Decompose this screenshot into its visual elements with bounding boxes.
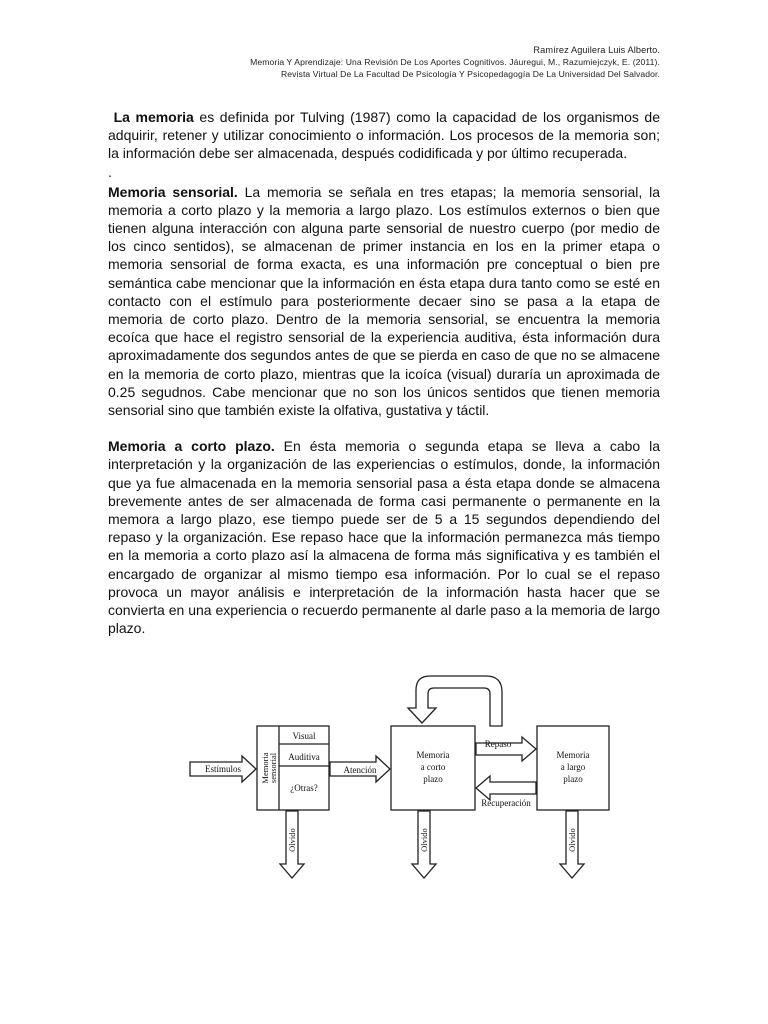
label-corto-3: plazo [423, 774, 443, 784]
header-author: Ramírez Aguilera Luis Alberto. [533, 45, 660, 55]
label-recuperacion: Recuperación [481, 798, 531, 808]
rehearsal-loop-arrow [408, 676, 502, 726]
label-corto-1: Memoria [416, 750, 450, 760]
label-visual: Visual [292, 731, 316, 741]
paragraph-text: es definida por Tulving (1987) como la capacidad de los organismos de adquirir, retener y utilizar conocimiento o información. Los procesos de la memoria son; la información debe ser almacenada, después codidificada y por último recuperada. [108, 109, 660, 162]
page-header [250, 44, 660, 80]
paragraph-sensorial [108, 183, 660, 420]
label-auditiva: Auditiva [288, 752, 320, 762]
paragraph-lead: Memoria sensorial. [108, 183, 238, 200]
label-otras: ¿Otras? [290, 783, 318, 793]
document-body [108, 108, 660, 655]
paragraph-corto-plazo [108, 437, 660, 637]
memory-model-diagram [180, 668, 610, 884]
label-estimulos: Estímulos [204, 764, 242, 774]
label-sensorial-1: Memoria [260, 752, 270, 784]
label-largo-3: plazo [563, 774, 583, 784]
label-corto-2: a corto [420, 762, 446, 772]
header-citation: Memoria Y Aprendizaje: Una Revisión De Los Aportes Cognitivos. Jáuregui, M., Razumiejczyk, E. (2011). [250, 57, 660, 67]
paragraph-memoria [108, 108, 660, 163]
separator-dot: . [108, 163, 112, 180]
label-olvido-long: Olvido [567, 828, 577, 852]
label-atencion: Atención [343, 765, 377, 775]
recuperacion-arrow [476, 776, 536, 800]
header-journal: Revista Virtual De La Facultad De Psicología Y Psicopedagogía De La Universidad Del Salvador. [280, 69, 660, 79]
label-largo-1: Memoria [556, 750, 590, 760]
label-largo-2: a largo [560, 762, 586, 772]
paragraph-text: La memoria se señala en tres etapas; la memoria sensorial, la memoria a corto plazo y la memoria a largo plazo. Los estímulos externos o bien que tienen alguna interacción con alguna parte sensorial de nuestro cuerpo (por medio de los cinco sentidos), se almacenan de primer instancia en los en la primer etapa o memoria sensorial de forma exacta, es una información pre conceptual o bien pre semántica cabe mencionar que la información en ésta etapa dura tanto como se esté en contacto con el estímulo para posteriormente decaer sino se pasa a la etapa de memoria de corto plazo. Dentro de la memoria sensorial, se encuentra la memoria ecoíca que hace el registro sensorial de la experiencia auditiva, ésta información dura aproximadamente dos segundos antes de que se pierda en caso de que no se almacene en la memoria de corto plazo, mientras que la icoíca (visual) duraría un aproximada de 0.25 segudnos. Cabe mencionar que no son los únicos sentidos que tienen memoria sensorial sino que también existe la olfativa, gustativa y táctil. [108, 183, 661, 419]
label-olvido-sensory: Olvido [287, 828, 297, 852]
paragraph-lead: Memoria a corto plazo. [108, 438, 275, 455]
paragraph-text: En ésta memoria o segunda etapa se lleva a cabo la interpretación y la organización de las experiencias o estímulos, donde, la información que ya fue almacenada en la memoria sensorial pasa a ésta etapa donde se almacena brevemente antes de ser almacenada de forma casi permanente o permanente en la memora a largo plazo, ese tiempo puede ser de 5 a 15 segundos dependiendo del repaso y la organización. Ese repaso hace que la información permanezca más tiempo en la memoria a corto plazo así la almacena de forma más significativa y es también el encargado de organizar al mismo tiempo esa información. Por lo cual se el repaso provoca un mayor análisis e interpretación de la información hasta hacer que se convierta en una experiencia o recuerdo permanente al darle paso a la memoria de largo plazo. [108, 438, 660, 637]
label-repaso: Repaso [484, 739, 512, 749]
label-sensorial-2: sensorial [268, 752, 278, 784]
paragraph-lead: La memoria [113, 109, 194, 125]
label-olvido-short: Olvido [419, 828, 429, 852]
diagram-svg [180, 668, 610, 884]
